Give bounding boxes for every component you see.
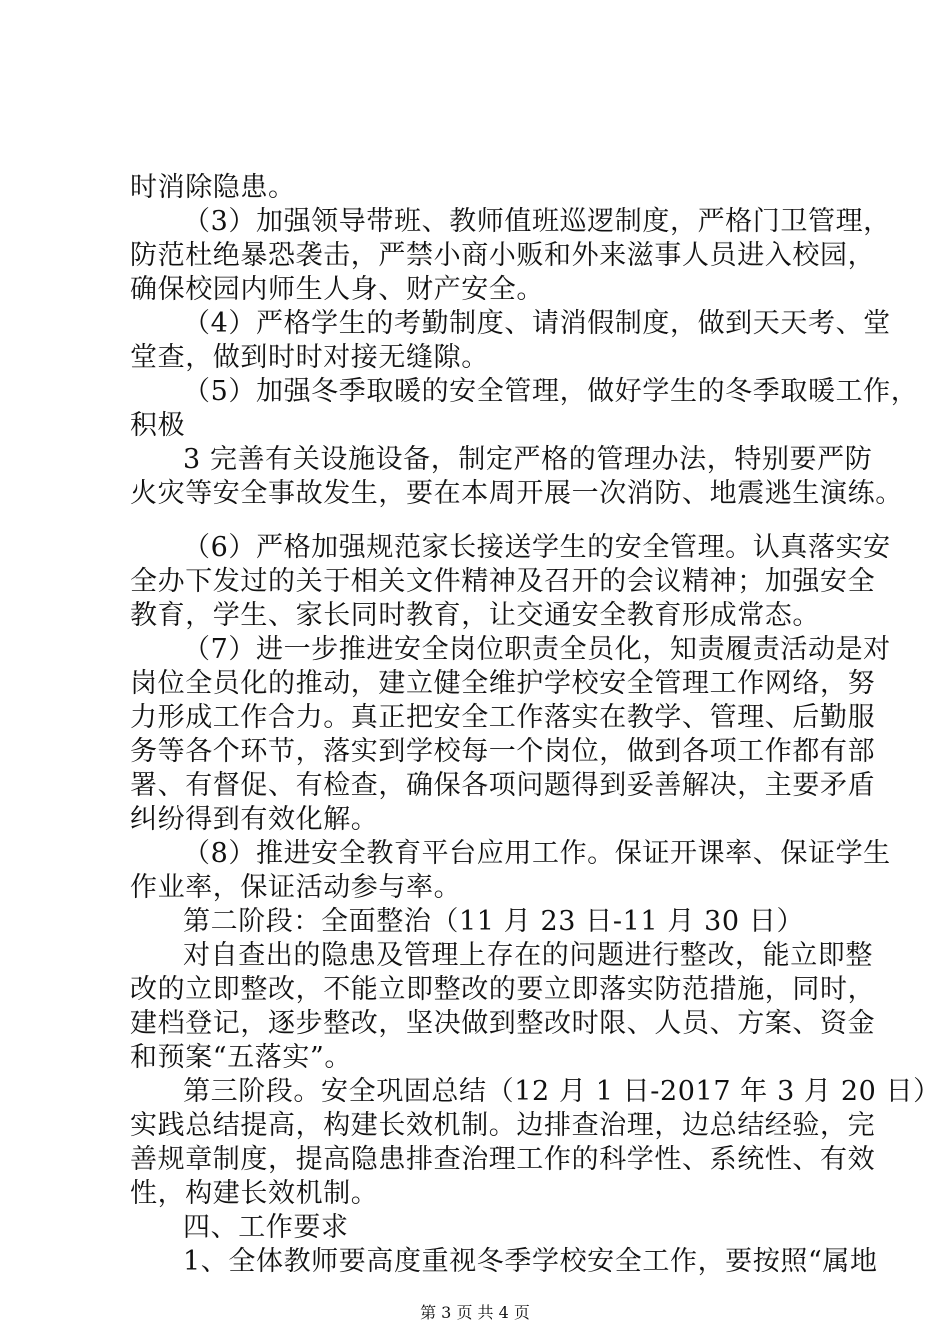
text-line: （7）进一步推进安全岗位职责全员化，知责履责活动是对 — [183, 634, 891, 665]
text-line: （4）严格学生的考勤制度、请消假制度，做到天天考、堂 — [183, 308, 891, 339]
text-line: 岗位全员化的推动，建立健全维护学校安全管理工作网络，努 — [130, 668, 876, 699]
text-line: 教育，学生、家长同时教育，让交通安全教育形成常态。 — [130, 600, 820, 631]
text-line: （6）严格加强规范家长接送学生的安全管理。认真落实安 — [183, 532, 891, 563]
text-line: 对自查出的隐患及管理上存在的问题进行整改，能立即整 — [183, 940, 873, 971]
text-line: 火灾等安全事故发生，要在本周开展一次消防、地震逃生演练。 — [130, 478, 903, 509]
text-line: 1、全体教师要高度重视冬季学校安全工作，要按照“属地 — [183, 1246, 878, 1277]
text-line: （3）加强领导带班、教师值班巡逻制度，严格门卫管理， — [183, 206, 891, 237]
section-heading: 第三阶段。安全巩固总结（12 月 1 日-2017 年 3 月 20 日） — [183, 1076, 941, 1107]
text-line: 建档登记，逐步整改，坚决做到整改时限、人员、方案、资金 — [130, 1008, 876, 1039]
text-line: 时消除隐患。 — [130, 172, 296, 203]
text-line: （5）加强冬季取暖的安全管理，做好学生的冬季取暖工作， — [183, 376, 919, 407]
text-line: 改的立即整改，不能立即整改的要立即落实防范措施，同时， — [130, 974, 876, 1005]
text-line: 积极 — [130, 410, 186, 441]
text-line: 实践总结提高，构建长效机制。边排查治理，边总结经验，完 — [130, 1110, 876, 1141]
text-line: 防范杜绝暴恐袭击，严禁小商小贩和外来滋事人员进入校园， — [130, 240, 876, 271]
text-line: 确保校园内师生人身、财产安全。 — [130, 274, 544, 305]
text-line: 堂查，做到时时对接无缝隙。 — [130, 342, 489, 373]
text-line: 全办下发过的关于相关文件精神及召开的会议精神；加强安全 — [130, 566, 876, 597]
section-heading: 四、工作要求 — [183, 1212, 349, 1243]
text-line: 纠纷得到有效化解。 — [130, 804, 379, 835]
text-line: （8）推进安全教育平台应用工作。保证开课率、保证学生 — [183, 838, 891, 869]
text-line: 性，构建长效机制。 — [130, 1178, 379, 1209]
text-line: 和预案“五落实”。 — [130, 1042, 353, 1073]
text-line: 务等各个环节，落实到学校每一个岗位，做到各项工作都有部 — [130, 736, 876, 767]
text-line: 善规章制度，提高隐患排查治理工作的科学性、系统性、有效 — [130, 1144, 876, 1175]
section-heading: 第二阶段：全面整治（11 月 23 日-11 月 30 日） — [183, 906, 805, 937]
text-line: 3 完善有关设施设备，制定严格的管理办法，特别要严防 — [183, 444, 873, 475]
text-line: 署、有督促、有检查，确保各项问题得到妥善解决，主要矛盾 — [130, 770, 876, 801]
text-line: 作业率，保证活动参与率。 — [130, 872, 462, 903]
page-footer: 第 3 页 共 4 页 — [420, 1303, 530, 1322]
text-line: 力形成工作合力。真正把安全工作落实在教学、管理、后勤服 — [130, 702, 876, 733]
